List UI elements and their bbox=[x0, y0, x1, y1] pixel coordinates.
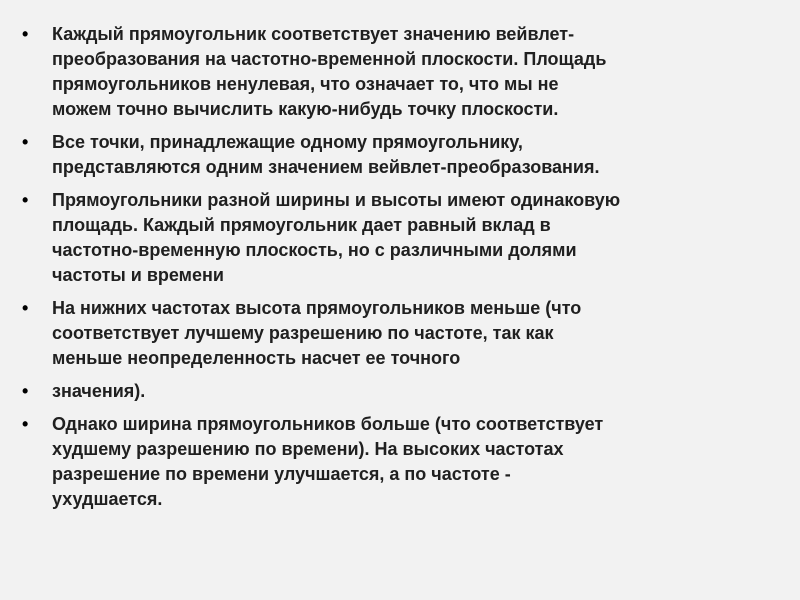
bullet-item bbox=[22, 130, 782, 180]
bullet-text: Каждый прямоугольник соответствует значению вейвлет- преобразования на частотно-временной плоскости. Площадь прямоугольников ненулевая, что означает то, что мы не можем точно вычислить какую-нибудь точку плоскости. bbox=[52, 24, 607, 119]
bullet-text: Прямоугольники разной ширины и высоты имеют одинаковую площадь. Каждый прямоугольник дает равный вклад в частотно-временную плоскость, но с различными долями частоты и времени bbox=[52, 190, 621, 285]
bullet-text: Однако ширина прямоугольников больше (что соответствует худшему разрешению по времени). На высоких частотах разрешение по времени улучшается, а по частоте - ухудшается. bbox=[52, 414, 604, 509]
bullet-icon: • bbox=[22, 24, 29, 44]
bullet-text: значения). bbox=[52, 381, 146, 401]
bullet-text: На нижних частотах высота прямоугольников меньше (что соответствует лучшему разрешению по частоте, так как меньше неопределенность насчет ее точного bbox=[52, 298, 582, 368]
bullet-icon: • bbox=[22, 190, 29, 210]
bullet-item bbox=[22, 412, 782, 512]
bullet-icon: • bbox=[22, 132, 29, 152]
bullet-list bbox=[22, 22, 782, 520]
bullet-icon: • bbox=[22, 298, 29, 318]
bullet-icon: • bbox=[22, 381, 29, 401]
bullet-text: Все точки, принадлежащие одному прямоугольнику, представляются одним значением вейвлет-преобразования. bbox=[52, 132, 600, 177]
bullet-item bbox=[22, 379, 782, 404]
bullet-icon: • bbox=[22, 414, 29, 434]
bullet-item bbox=[22, 188, 782, 288]
bullet-item bbox=[22, 22, 782, 122]
bullet-item bbox=[22, 296, 782, 371]
